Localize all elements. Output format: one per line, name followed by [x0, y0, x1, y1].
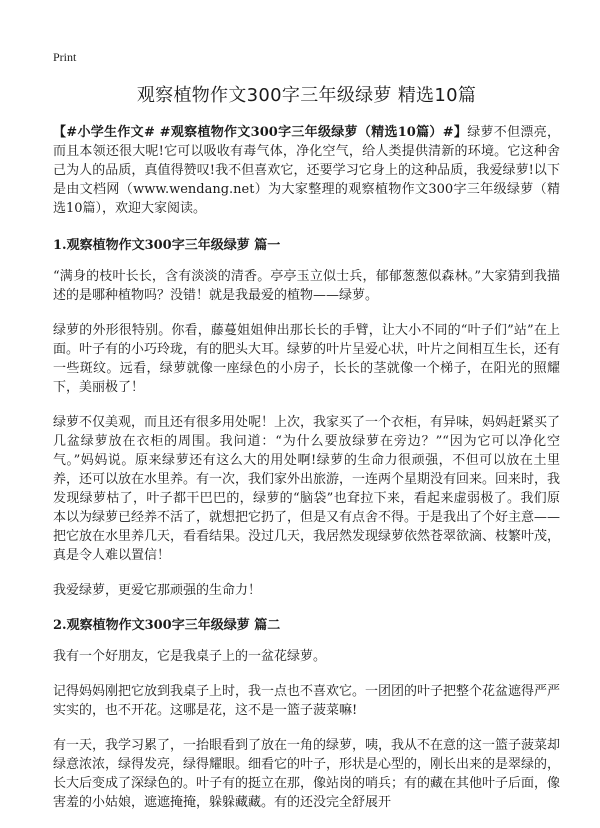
intro-text: 绿萝不但漂亮，而且本领还很大呢!它可以吸收有毒气体，净化空气，给人类提供清新的环境。它这种舍己为人的品质，真值得赞叹!我不但喜欢它，还要学习它身上的这种品质，我爱绿萝!以下是由文档网（www.wendang.net）为大家整理的观察植物作文300字三年级绿萝（精选10篇），欢迎大家阅读。 — [53, 125, 560, 216]
section-2 — [53, 616, 560, 812]
paragraph: 有一天，我学习累了，一抬眼看到了放在一角的绿萝，咦，我从不在意的这一篮子菠菜却绿意浓浓，绿得发亮，绿得耀眼。细看它的叶子，形状是心型的，刚长出来的是翠绿的，长大后变成了深绿色的。叶子有的挺立在那，像站岗的哨兵；有的藏在其他叶子后面，像害羞的小姑娘，遮遮掩掩，躲躲藏藏。有的还没完全舒展开 — [53, 738, 561, 810]
intro-tag: 【#小学生作文# #观察植物作文300字三年级绿萝（精选10篇）#】 — [53, 125, 468, 140]
paragraph: 记得妈妈刚把它放到我桌子上时，我一点也不喜欢它。一团团的叶子把整个花盆遮得严严实实的，也不开花。这哪是花，这不是一篮子菠菜嘛! — [53, 684, 561, 718]
intro-paragraph — [53, 123, 560, 218]
page-title: 观察植物作文300字三年级绿萝 精选10篇 — [136, 85, 477, 106]
paragraph: 我有一个好朋友，它是我桌子上的一盆花绿萝。 — [53, 649, 327, 664]
paragraph: 绿萝的外形很特别。你看，藤蔓姐姐伸出那长长的手臂，让大小不同的“叶子们”站”在上面。叶子有的小巧玲珑，有的肥头大耳。绿萝的叶片呈爱心状，叶片之间相互生长，还有一些斑纹。远看，绿萝就像一座绿色的小房子，长长的茎就像一个梯子，在阳光的照耀下，美丽极了！ — [53, 323, 561, 395]
section-heading: 1.观察植物作文300字三年级绿萝 篇一 — [53, 238, 281, 253]
paragraph: 绿萝不仅美观，而且还有很多用处呢！上次，我家买了一个衣柜，有异味，妈妈赶紧买了几盆绿萝放在衣柜的周围。我问道：“为什么要放绿萝在旁边？”“因为它可以净化空气。”妈妈说。原来绿萝还有这么大的用处啊!绿萝的生命力很顽强，不但可以放在土里养，还可以放在水里养。有一次，我们家外出旅游，一连两个星期没有回来。回来时，我发现绿萝枯了，叶子都干巴巴的，绿萝的“脑袋”也耷拉下来，看起来虚弱极了。我们原本以为绿萝已经养不活了，就想把它扔了，但是又有点舍不得。于是我出了个好主意——把它放在水里养几天，看看结果。没过几天，我居然发现绿萝依然苍翠欲滴、枝繁叶茂，真是令人难以置信！ — [53, 415, 561, 563]
section-1 — [53, 236, 560, 600]
paragraph: “满身的枝叶长长，含有淡淡的清香。亭亭玉立似士兵，郁郁葱葱似森林。”大家猜到我描述的是哪种植物吗？没错！就是我最爱的植物——绿萝。 — [53, 269, 560, 303]
section-heading: 2.观察植物作文300字三年级绿萝 篇二 — [53, 618, 281, 633]
print-link[interactable]: Print — [53, 50, 77, 64]
paragraph: 我爱绿萝，更爱它那顽强的生命力！ — [53, 583, 262, 598]
